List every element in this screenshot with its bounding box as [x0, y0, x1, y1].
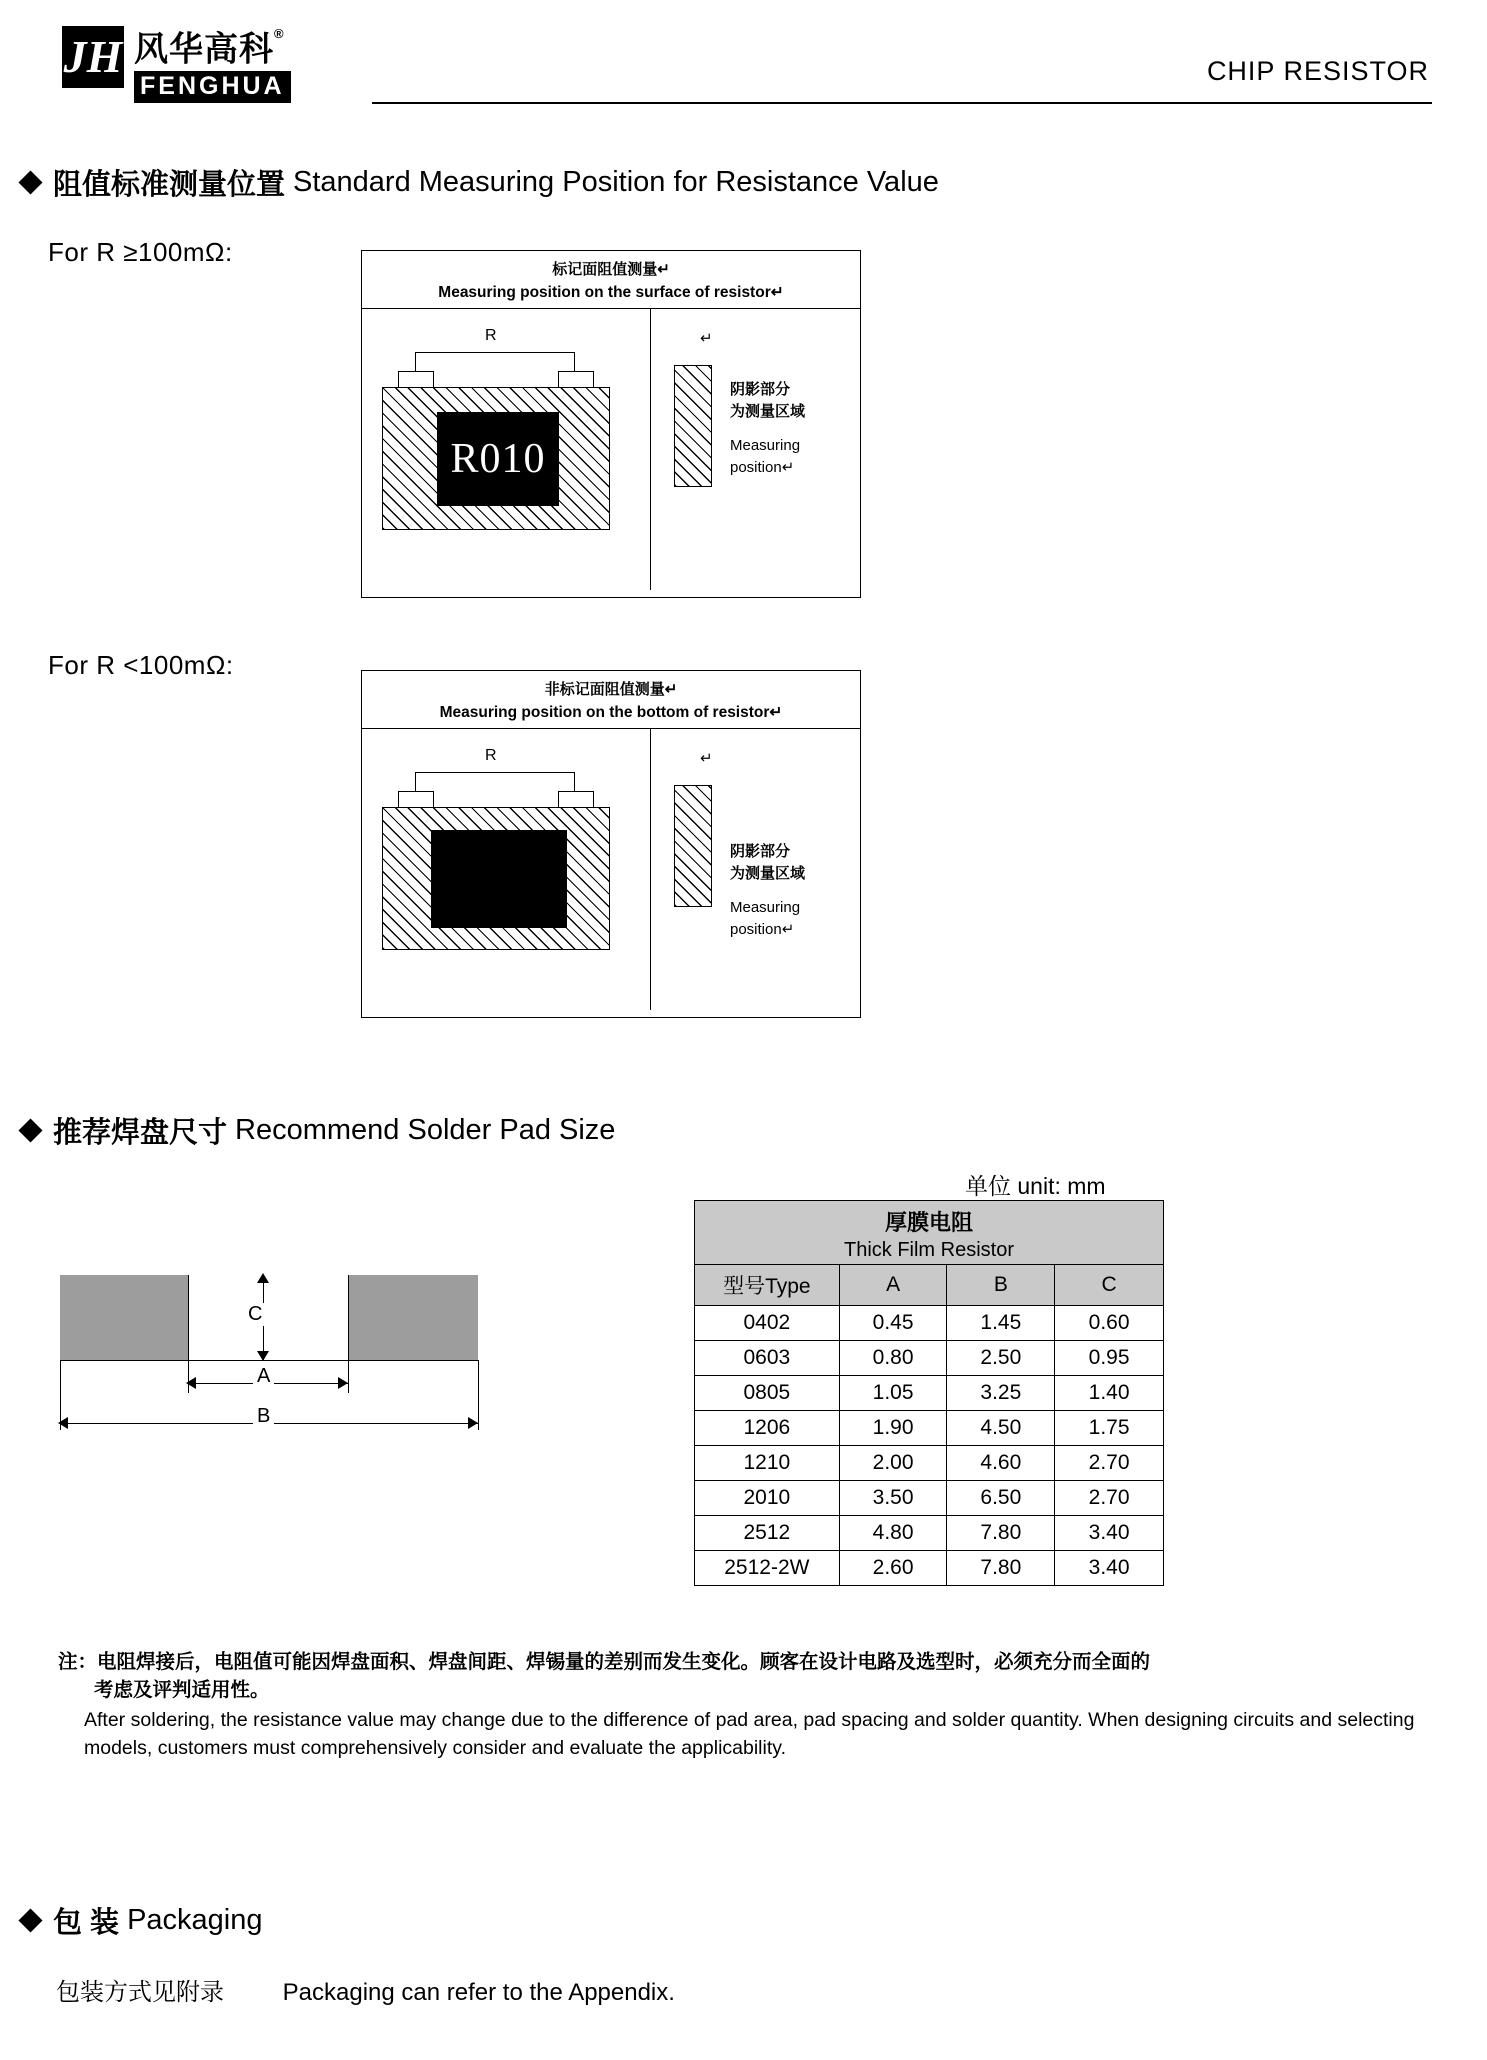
figure1-legend-en2: position↵: [730, 459, 795, 476]
figure1-legend-gap: [730, 423, 805, 435]
table-row: [695, 1341, 1164, 1376]
figure1-resistance-code: R010: [450, 436, 546, 482]
row7-type: 2512-2W: [695, 1551, 840, 1586]
figure1-legend-cn1: 阴影部分: [730, 381, 791, 398]
pad-table-col-b: B: [947, 1265, 1055, 1306]
dim-a-arrow-right: [338, 1377, 348, 1389]
figure1-marking-face: [437, 412, 559, 506]
figure2-header-cn: 非标记面阻值测量↵: [544, 681, 678, 698]
figure2-crlf-mark: ↵: [700, 750, 713, 767]
solder-pad-notes: [58, 1648, 1436, 1762]
row6-a: 4.80: [839, 1516, 947, 1551]
solder-pad-drawing: [48, 1265, 528, 1480]
page-header: [0, 18, 1487, 100]
figure2-legend-text: [730, 841, 805, 941]
pad-left: [60, 1275, 188, 1360]
row0-a: 0.45: [839, 1306, 947, 1341]
pad-baseline: [60, 1360, 478, 1361]
label-for-r-high: For R ≥100mΩ:: [48, 237, 233, 267]
row2-b: 3.25: [947, 1376, 1055, 1411]
pad-table-title-cell: [695, 1201, 1164, 1265]
section1-title-cn: 阻值标准测量位置: [53, 169, 286, 201]
figure2-legend-gap: [730, 885, 805, 897]
row7-a: 2.60: [839, 1551, 947, 1586]
row7-c: 3.40: [1055, 1551, 1164, 1586]
diamond-bullet-icon-3: [18, 1908, 42, 1932]
pad-table-col-c: C: [1055, 1265, 1164, 1306]
row3-c: 1.75: [1055, 1411, 1164, 1446]
row6-b: 7.80: [947, 1516, 1055, 1551]
row2-type: 0805: [695, 1376, 840, 1411]
figure1-legend-text: [730, 379, 805, 479]
row3-b: 4.50: [947, 1411, 1055, 1446]
row4-b: 4.60: [947, 1446, 1055, 1481]
figure2-legend-en1: Measuring: [730, 899, 801, 916]
figure1-r-label: R: [485, 327, 497, 344]
diamond-bullet-icon-2: [18, 1118, 42, 1142]
figure2-legend-cn2: 为测量区域: [730, 865, 806, 882]
section3-title-cn: 包 装: [53, 1907, 120, 1939]
figure1-crlf-mark: ↵: [700, 330, 713, 347]
row3-a: 1.90: [839, 1411, 947, 1446]
row4-type: 1210: [695, 1446, 840, 1481]
figure2-hatch-legend-swatch: [674, 785, 712, 907]
page-title: CHIP RESISTOR: [1206, 56, 1429, 86]
row6-c: 3.40: [1055, 1516, 1164, 1551]
table-row: [695, 1411, 1164, 1446]
figure2-r-label: R: [485, 747, 497, 764]
packaging-body: [56, 1972, 675, 2007]
row5-type: 2010: [695, 1481, 840, 1516]
dim-b-label: B: [253, 1405, 274, 1428]
logo-glyph: JH: [63, 31, 123, 82]
dim-a-ext-left: [188, 1275, 189, 1393]
dim-b-arrow-left: [58, 1417, 68, 1429]
section3-title-en: Packaging: [127, 1904, 263, 1936]
packaging-body-cn: 包装方式见附录: [56, 1979, 224, 2006]
note-cn-line2: 考虑及评判适用性。: [94, 1679, 270, 1701]
packaging-body-en: Packaging can refer to the Appendix.: [282, 1979, 675, 2006]
row2-a: 1.05: [839, 1376, 947, 1411]
note-cn-line1: 注：电阻焊接后，电阻值可能因焊盘面积、焊盘间距、焊锡量的差别而发生变化。顾客在设计电路及选型时，必须充分而全面的: [58, 1651, 1151, 1673]
note-en: After soldering, the resistance value may change due to the difference of pad area, pad spacing and solder quantity. When designing circuits and selecting models, customers must comprehensively consider and evaluate the applicability.: [84, 1709, 1415, 1759]
dim-b-arrow-right: [468, 1417, 478, 1429]
dim-a-arrow-left: [186, 1377, 196, 1389]
figure2-chip-body: [382, 807, 610, 950]
diamond-bullet-icon: [18, 170, 42, 194]
figure-measuring-surface: [361, 250, 861, 598]
dim-b-ext-right: [478, 1360, 479, 1430]
section2-title-cn: 推荐焊盘尺寸: [53, 1117, 228, 1149]
row5-b: 6.50: [947, 1481, 1055, 1516]
logo-text-block: [134, 26, 291, 103]
figure2-legend-en2: position↵: [730, 921, 795, 938]
dim-c-arrow-bottom: [257, 1351, 269, 1361]
dim-a-label: A: [253, 1365, 274, 1388]
figure1-divider: [650, 309, 651, 590]
table-row: [695, 1551, 1164, 1586]
solder-pad-table: [694, 1200, 1164, 1586]
table-row: [695, 1446, 1164, 1481]
figure1-chip-body: [382, 387, 610, 530]
logo-company-en: FENGHUA: [134, 71, 291, 103]
figure2-header-en: Measuring position on the bottom of resistor↵: [362, 703, 860, 729]
row6-type: 2512: [695, 1516, 840, 1551]
table-row: [695, 1306, 1164, 1341]
row0-b: 1.45: [947, 1306, 1055, 1341]
figure-measuring-bottom: [361, 670, 861, 1018]
section1-title-en: Standard Measuring Position for Resistance Value: [293, 166, 939, 198]
pad-table-title-en: Thick Film Resistor: [843, 1239, 1014, 1261]
pad-table-title-cn: 厚膜电阻: [884, 1210, 973, 1235]
figure1-r-bracket: [415, 352, 575, 374]
figure1-header-cn: 标记面阻值测量↵: [552, 261, 670, 278]
pad-table-col-a: A: [839, 1265, 947, 1306]
row3-type: 1206: [695, 1411, 840, 1446]
figure1-hatch-legend-swatch: [674, 365, 712, 487]
row4-a: 2.00: [839, 1446, 947, 1481]
table-row: [695, 1516, 1164, 1551]
pad-table-title-row: [695, 1201, 1164, 1265]
logo-company-cn: 风华高科®: [134, 26, 285, 69]
figure1-legend-cn2: 为测量区域: [730, 403, 806, 420]
figure2-body: [362, 729, 860, 1010]
company-logo: [62, 26, 291, 103]
unit-note: 单位 unit: mm: [965, 1173, 1106, 1199]
row7-b: 7.80: [947, 1551, 1055, 1586]
dim-c-label: C: [244, 1303, 266, 1326]
row4-c: 2.70: [1055, 1446, 1164, 1481]
header-divider: [372, 102, 1432, 104]
section-heading-packaging: [22, 1900, 263, 1941]
figure1-header-en: Measuring position on the surface of resistor↵: [362, 283, 860, 309]
pad-table-col-type: 型号Type: [695, 1265, 840, 1306]
label-for-r-low: For R <100mΩ:: [48, 650, 234, 680]
row1-a: 0.80: [839, 1341, 947, 1376]
figure2-legend-cn1: 阴影部分: [730, 843, 791, 860]
figure2-divider: [650, 729, 651, 1010]
row1-type: 0603: [695, 1341, 840, 1376]
table-row: [695, 1376, 1164, 1411]
figure2-r-bracket: [415, 772, 575, 794]
row0-c: 0.60: [1055, 1306, 1164, 1341]
registered-mark-icon: ®: [274, 26, 285, 41]
pad-right: [348, 1275, 478, 1360]
figure2-bottom-face: [431, 830, 567, 928]
section2-title-en: Recommend Solder Pad Size: [235, 1114, 616, 1146]
row1-c: 0.95: [1055, 1341, 1164, 1376]
row5-a: 3.50: [839, 1481, 947, 1516]
section-heading-measuring-position: [22, 162, 939, 203]
row5-c: 2.70: [1055, 1481, 1164, 1516]
row2-c: 1.40: [1055, 1376, 1164, 1411]
pad-table-body: [695, 1201, 1164, 1586]
dim-c-arrow-top: [257, 1273, 269, 1283]
pad-table-header-row: [695, 1265, 1164, 1306]
figure1-legend-en1: Measuring: [730, 437, 801, 454]
dim-a-ext-right: [348, 1275, 349, 1393]
row0-type: 0402: [695, 1306, 840, 1341]
row1-b: 2.50: [947, 1341, 1055, 1376]
section-heading-solder-pad: [22, 1110, 615, 1151]
figure1-body: [362, 309, 860, 590]
table-row: [695, 1481, 1164, 1516]
fenghua-logo-icon: [62, 26, 124, 88]
